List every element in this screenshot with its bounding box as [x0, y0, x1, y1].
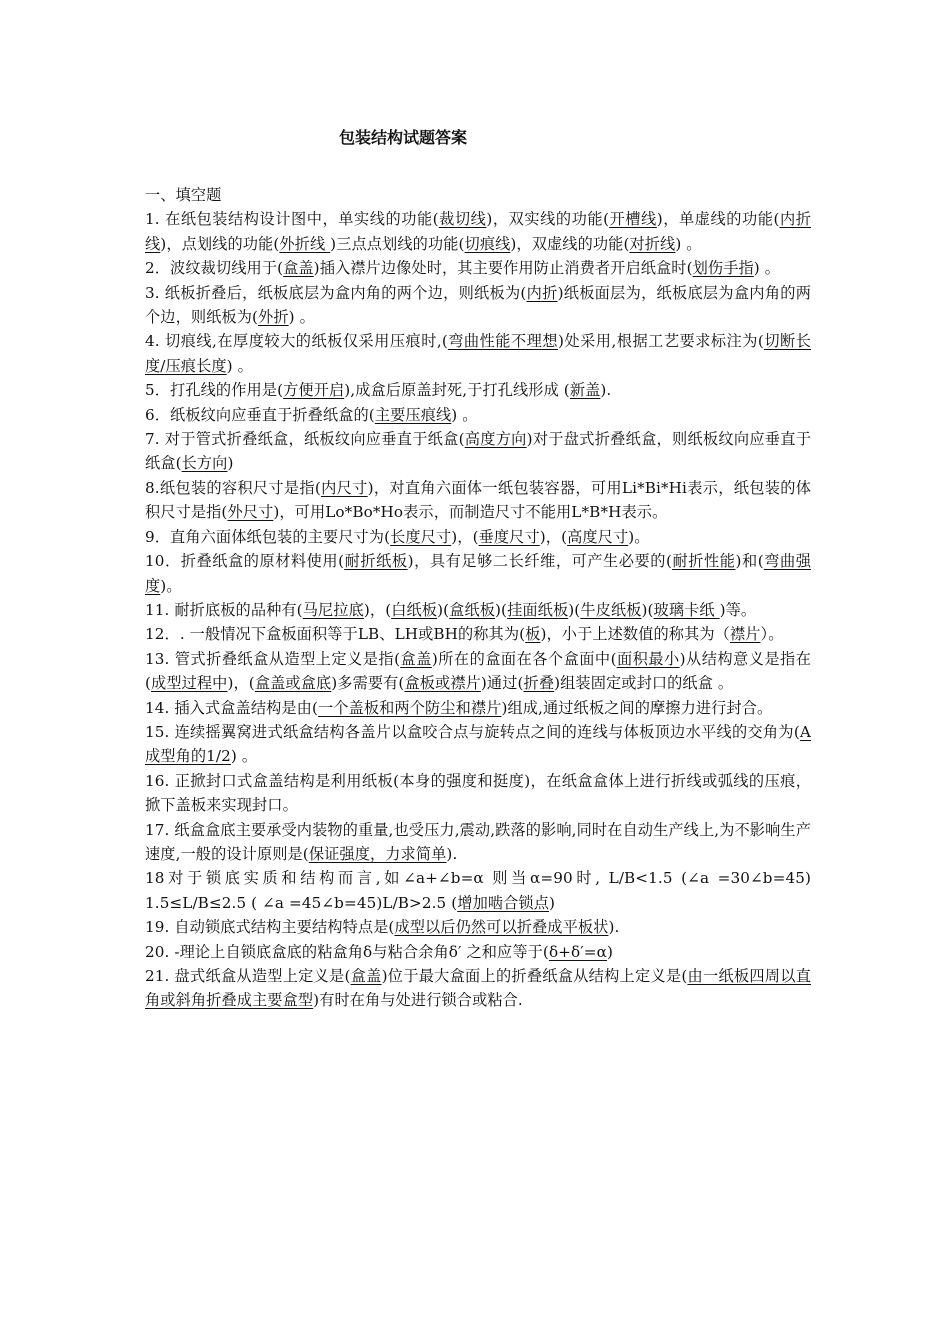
question-text: )组成,通过纸板之间的摩擦力进行封合。 — [501, 698, 773, 717]
answer-text: 弯曲强度 — [145, 552, 811, 595]
question-text: 21. 盘式纸盒从造型上定义是( — [145, 967, 351, 985]
answer-text: 切痕线 — [464, 234, 511, 253]
answer-text: 挂面纸板 — [507, 600, 569, 619]
question-text: 19. 自动锁底式结构主要结构特点是( — [145, 918, 395, 937]
answer-text: 增加啮合锁点 — [457, 893, 550, 912]
answer-text: 外尺寸 — [227, 503, 274, 522]
question-text: )，双实线的功能( — [486, 210, 610, 229]
answer-text: 外折线 — [279, 234, 331, 253]
question-item — [145, 256, 811, 280]
question-text: ) — [606, 942, 614, 961]
question-text: )，点划线的功能( — [160, 234, 280, 253]
question-text: 1. 在纸包装结构设计图中，单实线的功能( — [145, 210, 439, 229]
answer-text: 耐折性能 — [672, 552, 736, 571]
question-item — [145, 622, 811, 646]
question-text: ). — [600, 381, 612, 400]
answer-text: 内折线 — [145, 210, 811, 253]
question-text: )位于最大盒面上的折叠纸盒从结构上定义是( — [381, 967, 688, 985]
question-item — [145, 818, 811, 867]
answer-text: 裁切线 — [438, 210, 487, 229]
question-text: 11. 耐折底板的品种有( — [145, 600, 303, 619]
answer-text: 成型过程中 — [151, 674, 228, 693]
question-text: )插入襟片边像处时，其主要作用防止消费者开启纸盒时( — [313, 259, 693, 278]
answer-text: 内尺寸 — [320, 478, 368, 497]
answer-text: 盒板或襟片 — [404, 674, 481, 693]
question-text: 14. 插入式盒盖结构是由( — [145, 698, 318, 717]
question-list — [145, 207, 811, 1012]
question-text: ) 。 — [451, 405, 478, 424]
answer-text: 板 — [525, 625, 541, 644]
question-item — [145, 476, 811, 525]
question-text: )通过( — [480, 674, 524, 693]
question-text: ）。 — [760, 625, 784, 644]
question-text: )，具有足够二长纤维，可产生必要的( — [407, 552, 673, 571]
question-text: )三点点划线的功能( — [330, 234, 465, 253]
answer-text: 高度尺寸 — [567, 527, 629, 546]
question-text: ) 。 — [675, 234, 702, 253]
question-item — [145, 403, 811, 427]
answer-text: 切断长度/压痕长度 — [145, 332, 811, 375]
question-text: )，( — [451, 527, 479, 546]
answer-text: 盒盖或盒底 — [254, 674, 332, 693]
question-text: )，( — [363, 600, 392, 619]
question-text: )从结构意义是指在( — [145, 649, 812, 693]
question-text: )多需要有( — [331, 674, 405, 693]
question-text: 15. 连续摇翼窝进式纸盒结构各盖片以盒咬合点与旋转点之间的连线与体板顶边水平线的交角为( — [145, 722, 800, 741]
question-text: 3. 纸板折叠后，纸板底层为盒内角的两个边，则纸板为( — [145, 283, 527, 302]
question-item — [145, 769, 811, 818]
question-text: )对于盘式折叠纸盒，则纸板纹向应垂直于纸盒( — [145, 430, 811, 473]
answer-text: A成型角的1/2 — [145, 722, 811, 766]
question-text: ) — [549, 893, 556, 912]
question-item — [145, 549, 811, 598]
question-item — [145, 696, 811, 720]
answer-text: 耐折纸板 — [344, 552, 408, 571]
question-text: 4. 切痕线,在厚度较大的纸板仅采用压痕时,( — [145, 332, 448, 351]
document-body — [145, 183, 811, 1013]
question-text: 9．直角六面体纸包装的主要尺寸为( — [145, 527, 391, 546]
question-item — [145, 940, 811, 964]
answer-text: 长方向 — [181, 454, 228, 473]
question-text: ). — [446, 844, 458, 863]
answer-text: 新盖 — [569, 381, 601, 400]
answer-text: 盒盖 — [350, 967, 382, 985]
answer-text: 襟片 — [729, 625, 761, 644]
question-text: )，( — [539, 527, 568, 546]
question-text: 5．打孔线的作用是( — [145, 381, 284, 400]
question-text: )，可用Lo*Bo*Ho表示，而制造尺寸不能用L*B*H表示。 — [273, 503, 668, 522]
question-text: ) — [227, 454, 234, 473]
question-text: 10．折叠纸盒的原材料使用( — [145, 552, 345, 571]
question-item — [145, 598, 811, 622]
question-text: )( — [641, 600, 654, 619]
answer-text: 开槽线 — [609, 210, 657, 229]
answer-text: 长度尺寸 — [390, 527, 452, 546]
question-item — [145, 281, 811, 330]
answer-text: 方便开启 — [283, 381, 345, 400]
answer-text: 保证强度，力求简单 — [308, 844, 447, 863]
answer-text: 垂度尺寸 — [478, 527, 540, 546]
answer-text: 对折线 — [629, 234, 676, 253]
question-text: )，( — [227, 674, 255, 693]
question-item — [145, 427, 811, 476]
answer-text: 划伤手指 — [692, 259, 754, 278]
question-text: )处采用,根据工艺要求标注为( — [558, 332, 764, 351]
question-text: 7. 对于管式折叠纸盒，纸板纹向应垂直于纸盒( — [145, 430, 465, 449]
question-text: )，对直角六面体一纸包装容器，可用Li*Bi*Hi表示，纸包装的体积尺寸是指( — [145, 478, 811, 522]
question-item — [145, 207, 811, 256]
question-text: )，单虚线的功能( — [656, 210, 780, 229]
answer-text: 主要压痕线 — [374, 405, 452, 424]
document-title: 包装结构试题答案 — [338, 128, 467, 147]
question-text: )等。 — [719, 600, 757, 619]
question-text: )纸板面层为，纸板底层为盒内角的两个边，则纸板为( — [145, 283, 811, 327]
question-text: 16. 正掀封口式盒盖结构是利用纸板(本身的强度和挺度)，在纸盒盒体上进行折线或弧线的压痕，掀下盖板来实现封口。 — [145, 771, 811, 815]
question-text: 13. 管式折叠纸盒从造型上定义是指( — [145, 649, 401, 668]
question-text: )( — [568, 600, 581, 619]
section-heading: 一、填空题 — [145, 186, 222, 204]
answer-text: 高度方向 — [464, 430, 527, 449]
question-text: )( — [437, 600, 450, 619]
answer-text: 盒纸板 — [449, 600, 496, 619]
question-text: 6．纸板纹向应垂直于折叠纸盒的( — [145, 405, 375, 424]
question-text: )。 — [628, 527, 650, 546]
question-text: )所在的盒面在各个盒面中( — [431, 649, 617, 668]
question-text: )，小于上述数值的称其为（ — [540, 625, 730, 644]
answer-text: 外折 — [258, 308, 289, 327]
question-text: )，双虚线的功能( — [510, 234, 630, 253]
answer-text: 盒盖 — [283, 259, 314, 278]
answer-text: δ+δ′=α — [548, 942, 607, 961]
answer-text: 一个盖板和两个防尘和襟片 — [318, 698, 502, 717]
question-text: )组装固定或封口的纸盒 。 — [554, 674, 734, 693]
question-text: ),成盒后原盖封死,于打孔线形成 ( — [344, 381, 570, 400]
question-item — [145, 915, 811, 939]
question-text: )和( — [735, 552, 764, 571]
question-item — [145, 378, 811, 402]
answer-text: 由一纸板四周以直角或斜角折叠成主要盒型 — [145, 967, 811, 1010]
question-item — [145, 647, 811, 696]
question-text: 18对于锁底实质和结构而言,如∠a+∠b=α 则当α=90时, L/B<1.5 (∠a =30∠b=45) 1.5≤L/B≤2.5 ( ∠a =45∠b=45)L/B>2.5 ( — [145, 869, 811, 912]
question-text: 2．波纹裁切线用于( — [145, 259, 284, 278]
question-item — [145, 866, 811, 915]
question-item — [145, 329, 811, 378]
question-text: )( — [495, 600, 508, 619]
answer-text: 盒盖 — [400, 649, 432, 668]
question-text: 20. -理论上自锁底盒底的粘盒角δ与粘合余角δ′ 之和应等于( — [145, 942, 549, 961]
question-item — [145, 964, 811, 1013]
question-text: ) 。 — [230, 747, 258, 766]
answer-text: 玻璃卡纸 — [653, 600, 720, 619]
question-item — [145, 720, 811, 769]
question-text: )有时在角与处进行锁合或粘合. — [313, 991, 523, 1010]
question-text: 17. 纸盒盒底主要承受内装物的重量,也受压力,震动,跌落的影响,同时在自动生产线上,为不影响生产速度,一般的设计原则是( — [145, 820, 811, 863]
answer-text: 马尼拉底 — [302, 600, 364, 619]
question-text: ) 。 — [288, 308, 315, 327]
answer-text: 内折 — [526, 283, 558, 302]
answer-text: 折叠 — [523, 674, 555, 693]
answer-text: 弯曲性能不理想 — [447, 332, 559, 351]
answer-text: 白纸板 — [391, 600, 438, 619]
question-text: )。 — [160, 576, 182, 595]
answer-text: 面积最小 — [616, 649, 680, 668]
answer-text: 牛皮纸板 — [580, 600, 642, 619]
question-text: 8.纸包装的容积尺寸是指( — [145, 478, 321, 497]
question-text: ). — [608, 918, 620, 937]
answer-text: 成型以后仍然可以折叠成平板状 — [394, 918, 609, 937]
question-text: ) 。 — [226, 356, 253, 375]
question-text: ) 。 — [753, 259, 781, 278]
question-text: 12．. 一般情况下盒板面积等于LB、LH或BH的称其为( — [145, 625, 526, 644]
question-item — [145, 525, 811, 549]
